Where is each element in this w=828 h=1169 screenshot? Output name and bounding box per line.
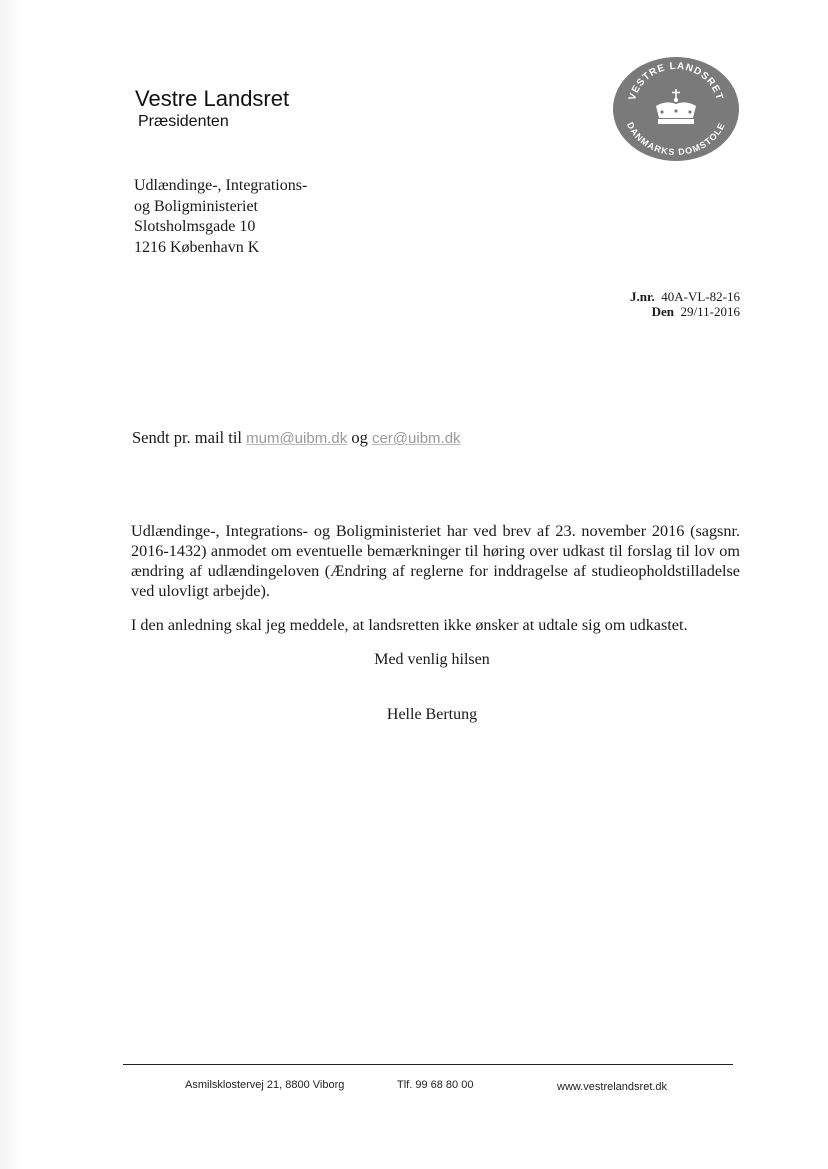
journal-number-row — [560, 289, 740, 304]
reference-block — [560, 289, 740, 319]
court-department: Præsidenten — [138, 113, 229, 130]
scan-edge-shading — [0, 0, 22, 1169]
court-seal — [612, 56, 740, 162]
seal-bottom-text: DANMARKS DOMSTOLE — [624, 120, 728, 158]
date-row — [560, 304, 740, 319]
date-label: Den — [651, 304, 675, 319]
footer-website: www.vestrelandsret.dk — [557, 1081, 668, 1093]
sent-by-mail-line — [132, 428, 461, 448]
recipient-address — [134, 176, 307, 258]
signer-name: Helle Bertung — [386, 706, 478, 723]
closing-greeting: Med venlig hilsen — [374, 651, 490, 668]
sent-prefix: Sendt pr. mail til — [132, 428, 242, 447]
seal-top-text: VESTRE LANDSRET — [627, 60, 725, 102]
recipient-line: Slotsholmsgade 10 — [134, 218, 256, 235]
court-name: Vestre Landsret — [135, 86, 290, 111]
recipient-line: 1216 København K — [134, 238, 260, 256]
journal-number-value: 40A-VL-82-16 — [661, 289, 740, 304]
journal-number-label: J.nr. — [629, 289, 655, 304]
email-link-cer[interactable]: cer@uibm.dk — [371, 430, 461, 447]
sent-conjunction: og — [351, 428, 368, 447]
footer-address: Asmilsklostervej 21, 8800 Viborg — [185, 1079, 345, 1091]
recipient-line: Udlændinge-, Integrations- — [134, 177, 308, 194]
footer-divider — [123, 1064, 733, 1065]
date-value: 29/11-2016 — [680, 304, 740, 319]
footer-phone: Tlf. 99 68 80 00 — [397, 1079, 474, 1091]
email-link-mum[interactable]: mum@uibm.dk — [246, 430, 348, 447]
recipient-line: og Boligministeriet — [134, 197, 258, 215]
body-paragraph: Udlændinge-, Integrations- og Boligministeriet har ved brev af 23. november 2016 (sagsnr. 2016-1432) anmodet om eventuelle bemærkninger til høring over udkast til forslag til lov om ændring af udlændingeloven (Ændring af reglerne for inddragelse af studieopholdstilladelse ved ulovligt arbejde). — [131, 522, 740, 600]
body-paragraph: I den anledning skal jeg meddele, at landsretten ikke ønsker at udtale sig om udkastet. — [131, 616, 688, 634]
